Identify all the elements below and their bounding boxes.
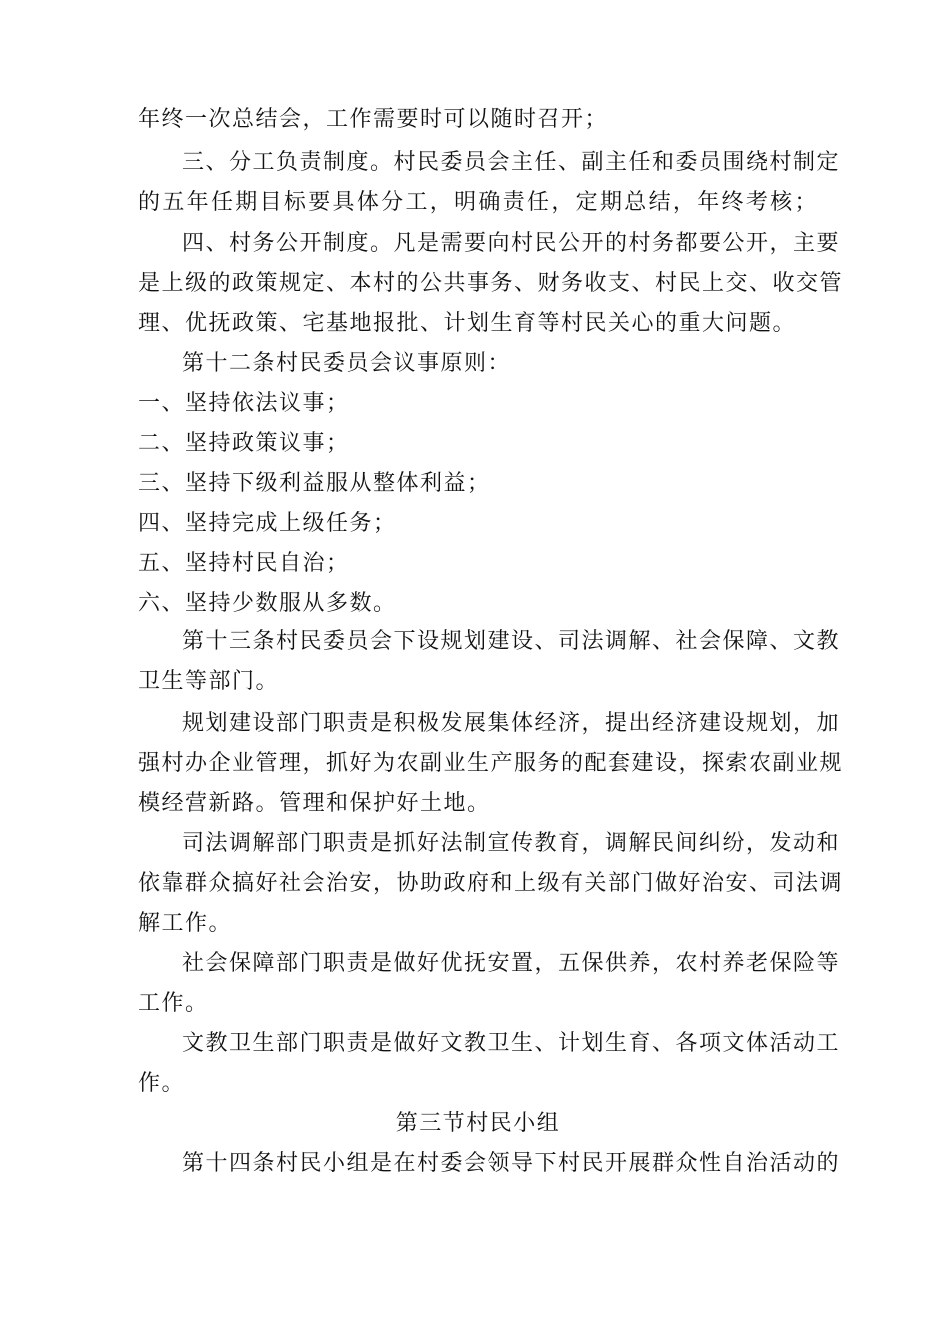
text-line: 是上级的政策规定、本村的公共事务、财务收支、村民上交、收交管 (138, 271, 844, 296)
list-item: 一、坚持依法议事； (138, 391, 350, 416)
list-item: 四、坚持完成上级任务； (138, 511, 397, 536)
text-line: 作。 (138, 1071, 186, 1096)
list-item: 五、坚持村民自治； (138, 551, 350, 576)
text-line: 工作。 (138, 991, 209, 1016)
text-line: 三、分工负责制度。村民委员会主任、副主任和委员围绕村制定 (182, 150, 841, 175)
article-heading: 第十二条村民委员会议事原则： (182, 351, 512, 376)
text-line: 解工作。 (138, 911, 233, 936)
list-item: 三、坚持下级利益服从整体利益； (138, 471, 491, 496)
text-line: 模经营新路。管理和保护好土地。 (138, 791, 491, 816)
text-line: 社会保障部门职责是做好优抚安置，五保供养，农村养老保险等 (182, 951, 841, 976)
section-heading: 第三节村民小组 (395, 1111, 561, 1136)
text-line: 年终一次总结会，工作需要时可以随时召开； (138, 107, 609, 132)
text-line: 四、村务公开制度。凡是需要向村民公开的村务都要公开，主要 (182, 231, 841, 256)
text-line: 规划建设部门职责是积极发展集体经济，提出经济建设规划，加 (182, 711, 841, 736)
text-line: 强村办企业管理，抓好为农副业生产服务的配套建设，探索农副业规 (138, 751, 844, 776)
text-line: 司法调解部门职责是抓好法制宣传教育，调解民间纠纷，发动和 (182, 831, 841, 856)
text-line: 的五年任期目标要具体分工，明确责任，定期总结，年终考核； (138, 190, 818, 215)
text-line: 第十三条村民委员会下设规划建设、司法调解、社会保障、文教 (182, 629, 841, 654)
text-line: 卫生等部门。 (138, 669, 280, 694)
list-item: 二、坚持政策议事； (138, 431, 350, 456)
text-line: 第十四条村民小组是在村委会领导下村民开展群众性自治活动的 (182, 1151, 841, 1176)
text-line: 依靠群众搞好社会治安，协助政府和上级有关部门做好治安、司法调 (138, 871, 844, 896)
text-line: 理、优抚政策、宅基地报批、计划生育等村民关心的重大问题。 (138, 311, 797, 336)
text-line: 文教卫生部门职责是做好文教卫生、计划生育、各项文体活动工 (182, 1031, 841, 1056)
list-item: 六、坚持少数服从多数。 (138, 591, 397, 616)
